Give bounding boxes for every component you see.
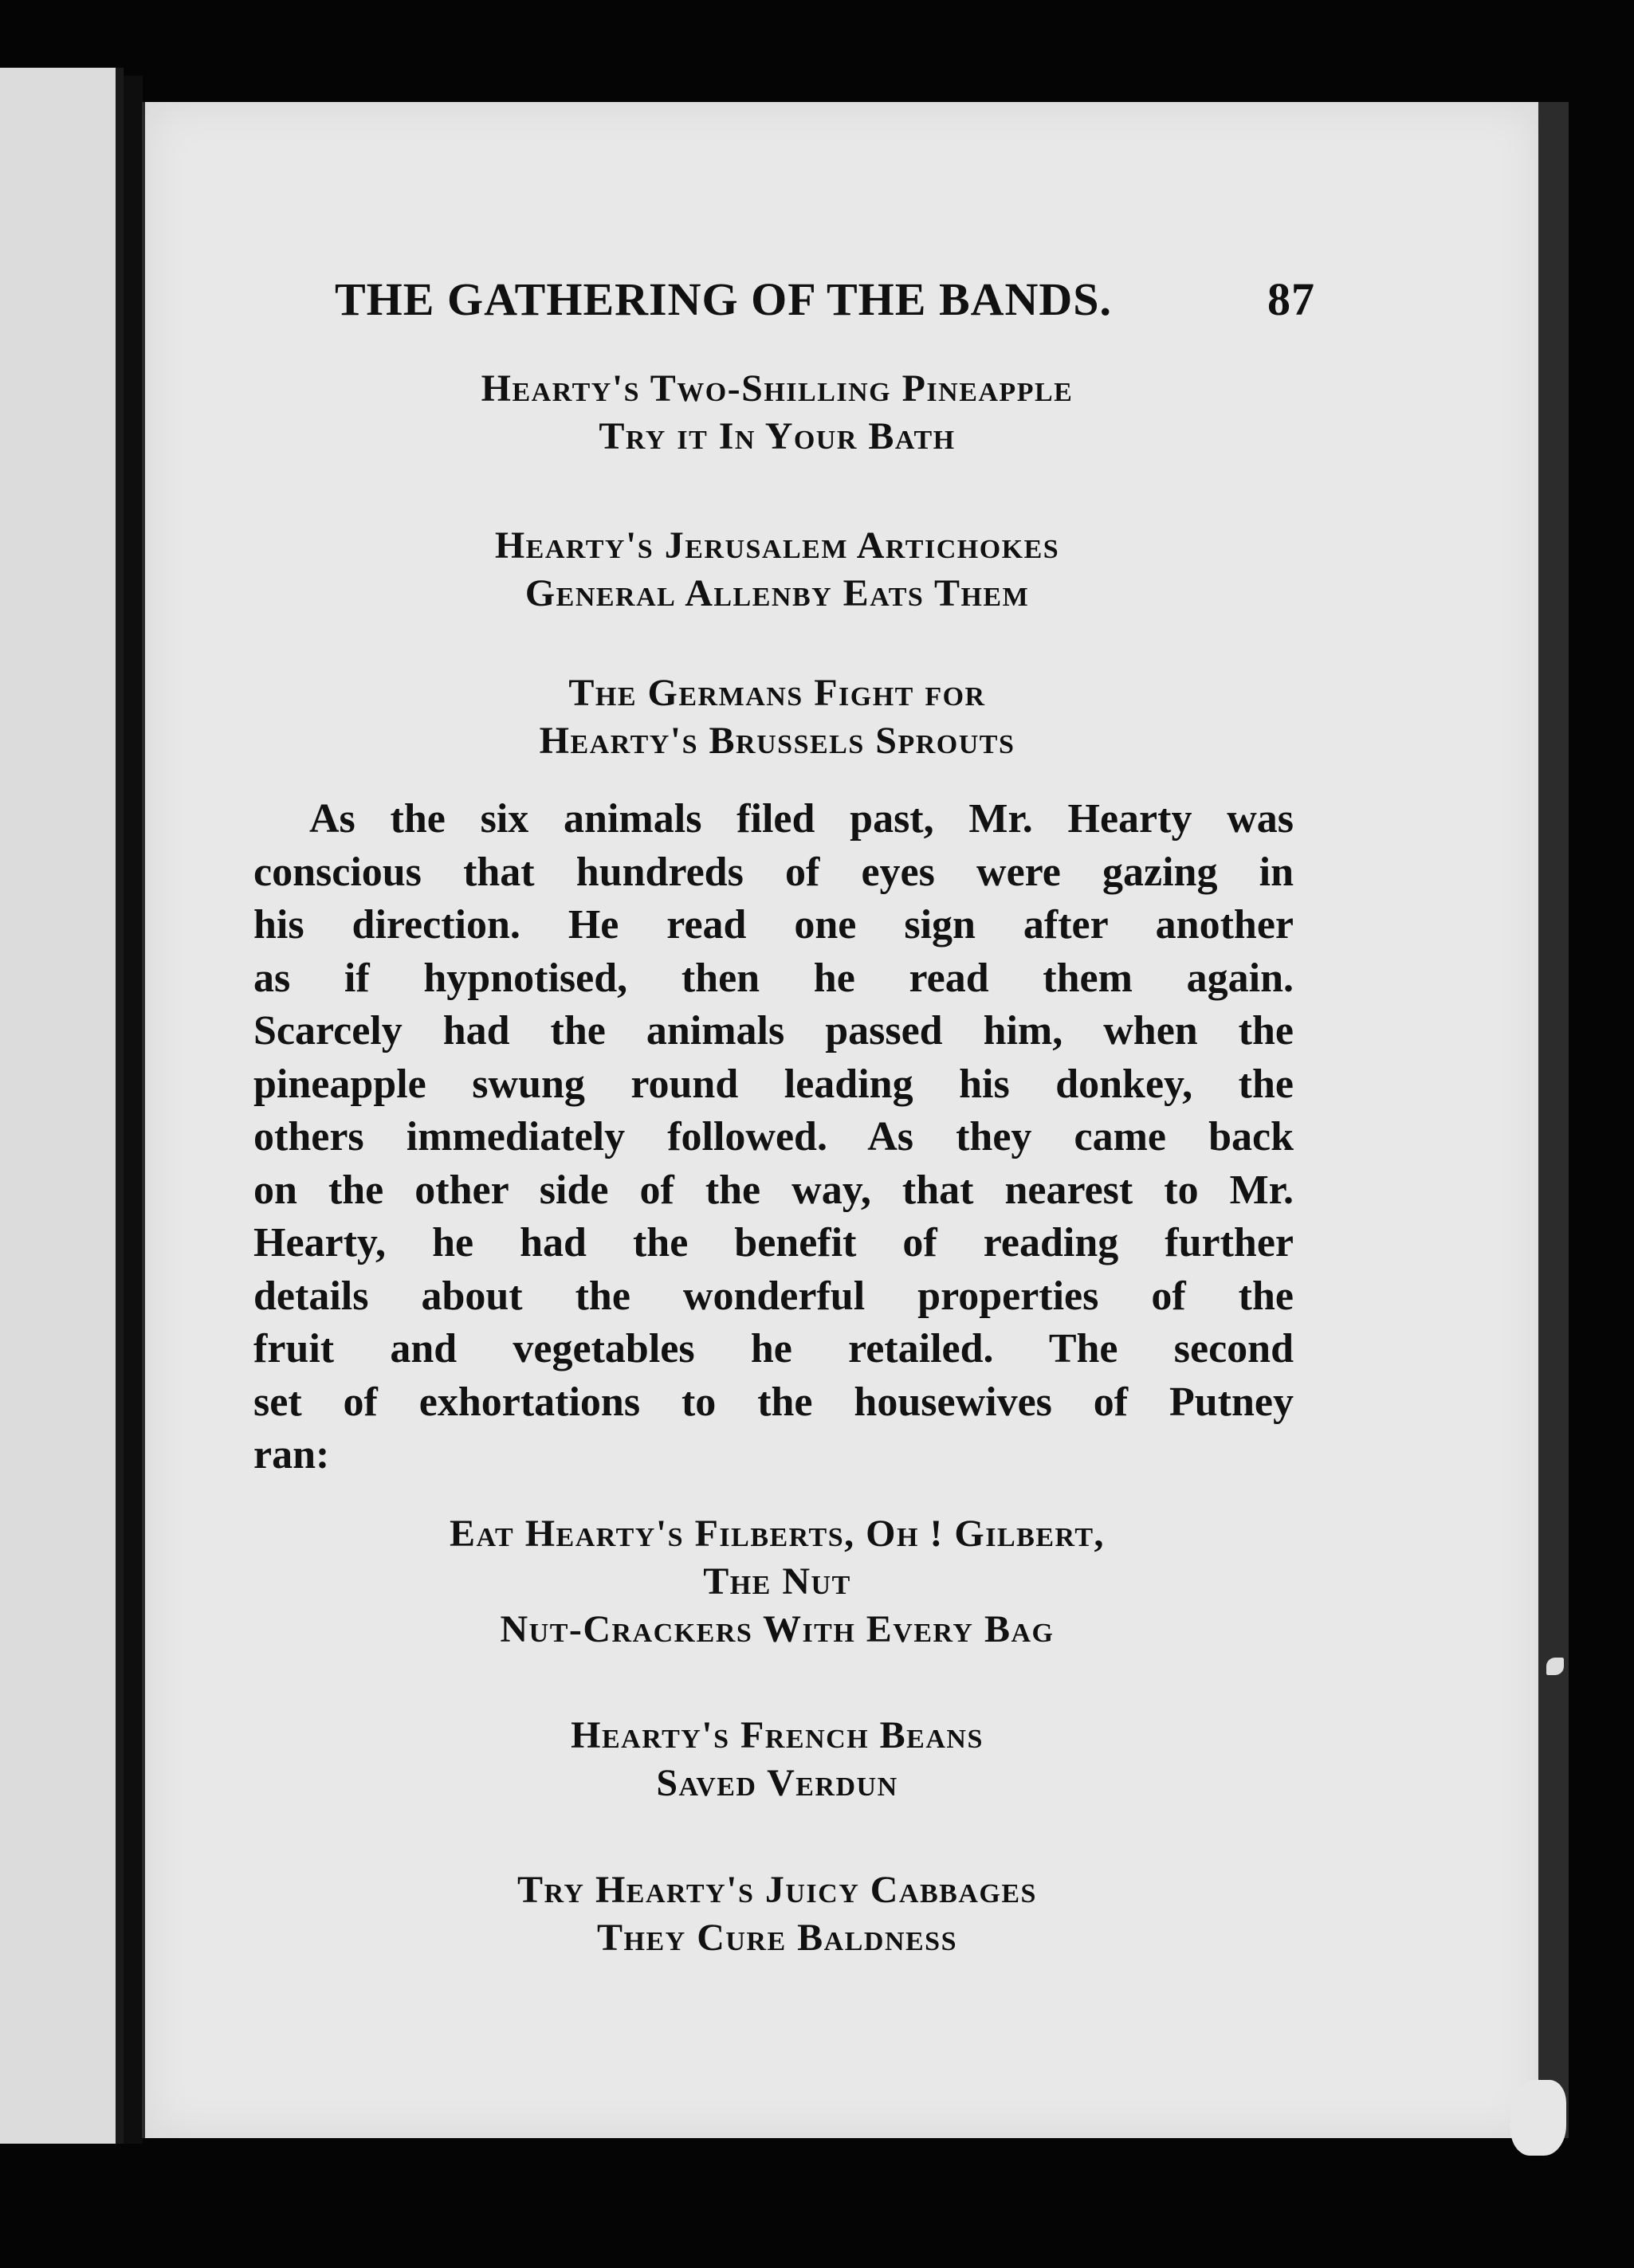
paragraph-line: pineapple swung round leading his donkey, the [253, 1061, 1294, 1107]
scan-speck [1546, 1658, 1564, 1675]
sign-line: Hearty's Jerusalem Artichokes [494, 524, 1060, 567]
paragraph-line: ran: [253, 1432, 330, 1477]
sign-line: Hearty's Brussels Sprouts [539, 720, 1015, 762]
book-spine [124, 76, 143, 2144]
sign-filberts [247, 1510, 1307, 1654]
sign-line: Hearty's Two-Shilling Pineapple [481, 367, 1074, 410]
sign-line: Nut-Crackers With Every Bag [500, 1608, 1055, 1650]
adjacent-page-edge [0, 68, 124, 2144]
running-title: THE GATHERING OF THE BANDS. [335, 273, 1113, 325]
sign-cabbages [247, 1866, 1307, 1962]
paragraph-line: conscious that hundreds of eyes were gazing in [253, 849, 1294, 895]
page-edge-shadow [1538, 102, 1569, 2138]
page-number: 87 [1267, 273, 1315, 325]
running-header [335, 273, 1315, 326]
paragraph-line: Hearty, he had the benefit of reading further [253, 1220, 1294, 1265]
sign-artichokes [247, 522, 1307, 618]
sign-line: Try Hearty's Juicy Cabbages [517, 1869, 1037, 1911]
sign-pineapple [247, 365, 1307, 461]
paper-damage-mark [1510, 2080, 1566, 2156]
paragraph-line: As the six animals filed past, Mr. Hearty was [309, 796, 1294, 842]
sign-line: Eat Hearty's Filberts, Oh ! Gilbert, [449, 1513, 1106, 1555]
paragraph-line: his direction. He read one sign after another [253, 902, 1294, 948]
sign-line: The Germans Fight for [568, 672, 986, 714]
sign-line: General Allenby Eats Them [524, 572, 1030, 614]
paragraph-line: fruit and vegetables he retailed. The second [253, 1326, 1294, 1371]
sign-line: Saved Verdun [656, 1762, 898, 1804]
body-paragraph [253, 793, 1294, 1482]
sign-line: They Cure Baldness [597, 1917, 957, 1959]
sign-line: The Nut [703, 1560, 851, 1603]
paragraph-line: Scarcely had the animals passed him, when the [253, 1008, 1294, 1054]
paragraph-line: on the other side of the way, that nearest to Mr. [253, 1167, 1294, 1213]
paragraph-line: others immediately followed. As they came back [253, 1114, 1294, 1160]
paragraph-line: set of exhortations to the housewives of Putney [253, 1379, 1294, 1425]
paragraph-line: details about the wonderful properties of the [253, 1273, 1294, 1319]
sign-french-beans [247, 1712, 1307, 1807]
sign-line: Hearty's French Beans [571, 1714, 984, 1756]
sign-sprouts [247, 669, 1307, 765]
sign-line: Try it In Your Bath [599, 415, 956, 457]
paragraph-line: as if hypnotised, then he read them again. [253, 955, 1294, 1001]
